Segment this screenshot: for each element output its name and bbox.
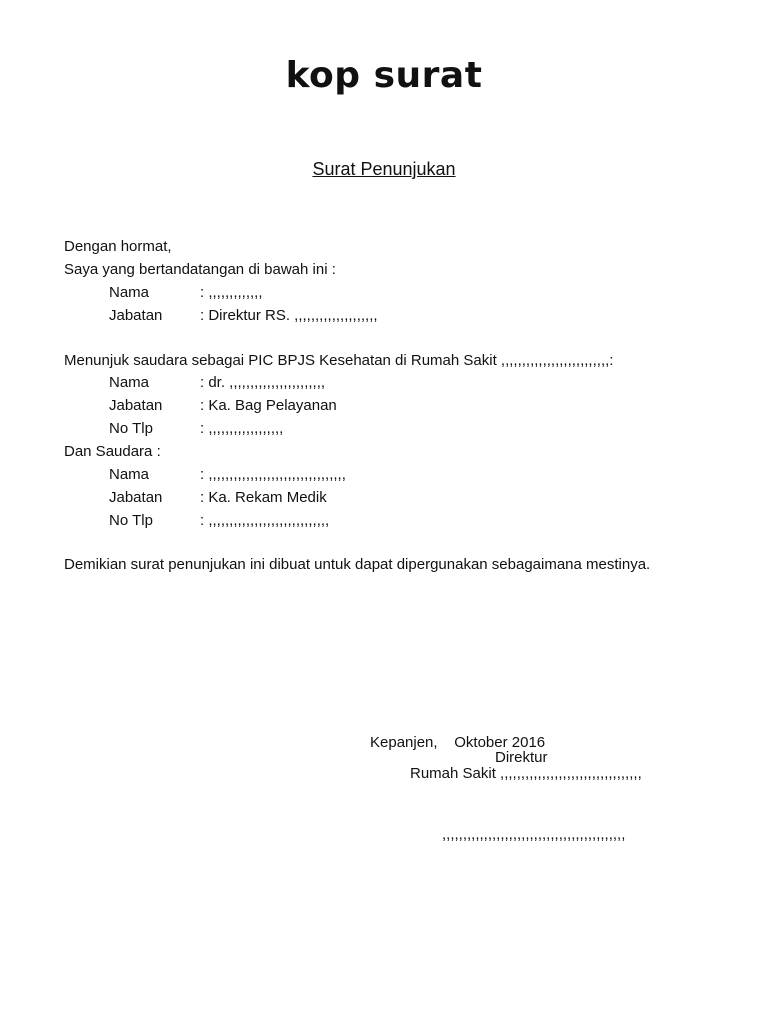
pic2-phone-label: No Tlp (109, 512, 153, 529)
signer-role: Direktur (495, 749, 548, 766)
signer-name-placeholder: ,,,,,,,,,,,,,,,,,,,,,,,,,,,,,,,,,,,,,,,,,,,, (442, 826, 626, 843)
pic1-name-label: Nama (109, 374, 150, 391)
pic2-phone-value: : ,,,,,,,,,,,,,,,,,,,,,,,,,,,,, (200, 512, 330, 529)
pic2-name-label: Nama (109, 466, 150, 483)
intro-line: Saya yang bertandatangan di bawah ini : (64, 261, 336, 278)
pic2-position-label: Jabatan (109, 489, 163, 506)
signer-name-value: : ,,,,,,,,,,,,, (200, 284, 263, 301)
and-label: Dan Saudara : (64, 443, 161, 460)
signer-organization: Rumah Sakit ,,,,,,,,,,,,,,,,,,,,,,,,,,,,,,,,,, (410, 765, 642, 782)
pic1-position-label: Jabatan (109, 397, 163, 414)
pic1-name-value: : dr. ,,,,,,,,,,,,,,,,,,,,,,, (200, 374, 326, 391)
pic2-name-value: : ,,,,,,,,,,,,,,,,,,,,,,,,,,,,,,,,, (200, 466, 346, 483)
place-date: Kepanjen, Oktober 2016 (370, 734, 546, 751)
signer-position-value: : Direktur RS. ,,,,,,,,,,,,,,,,,,,, (200, 307, 378, 324)
pic1-position-value: : Ka. Bag Pelayanan (200, 397, 337, 414)
pic1-phone-label: No Tlp (109, 420, 153, 437)
letterhead: kop surat (285, 55, 483, 96)
signer-name-label: Nama (109, 284, 150, 301)
appointment-line: Menunjuk saudara sebagai PIC BPJS Kesehatan di Rumah Sakit ,,,,,,,,,,,,,,,,,,,,,,,,,,: (64, 352, 614, 369)
signer-position-label: Jabatan (109, 307, 163, 324)
greeting: Dengan hormat, (64, 238, 172, 255)
pic1-phone-value: : ,,,,,,,,,,,,,,,,,, (200, 420, 284, 437)
closing-statement: Demikian surat penunjukan ini dibuat untuk dapat dipergunakan sebagaimana mestinya. (64, 556, 651, 573)
pic2-position-value: : Ka. Rekam Medik (200, 489, 327, 506)
document-title: Surat Penunjukan (312, 159, 456, 179)
